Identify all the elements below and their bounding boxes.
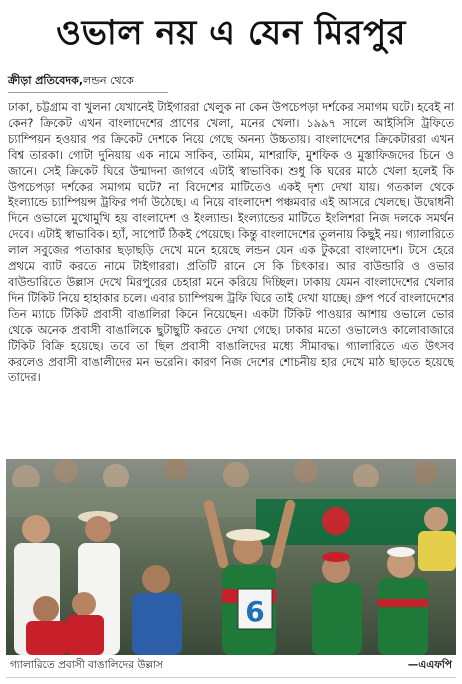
byline-location: লন্ডন থেকে	[83, 73, 134, 87]
byline	[8, 71, 134, 91]
byline-divider	[8, 92, 168, 93]
headline: ওভাল নয় এ যেন মিরপুর	[56, 12, 406, 53]
photo-credit: —এএফপি	[407, 659, 452, 671]
article-body: ঢাকা, চট্টগ্রাম বা খুলনা যেখানেই টাইগাররা খেলুক না কেন উপচেপড়া দর্শকের সমাগম ঘটে। হবেই না কেন? ক্রিকেট এখন বাংলাদেশের প্রাণের খেলা, মনের খেলা। ১৯৯৭ সালে আইসিসি ট্রফিতে চ্যাম্পিয়ন হওয়ার পর ক্রিকেট দেশকে নিয়ে গেছে অনন্য উচ্চতায়। বাংলাদেশের ক্রিকেটাররা এখন বিশ্ব তারকা। গোটা দুনিয়ায় এক নামে সাকিব, তামিম, মাশরাফি, মুশফিক ও মুস্তাফিজদের চিনে ও জানে। সেই ক্রিকেট ঘিরে উন্মাদনা জাগবে এটাই স্বাভাবিক। শুধু কি ঘরের মাঠে খেলা হলেই কি উপচেপড়া দর্শকের সমাগম ঘটে? না বিদেশের মাটিতেও একই দৃশ্য দেখা যায়। গতকাল থেকে ইংল্যান্ডে চ্যাম্পিয়ন্স ট্রফির পর্দা উঠেছে। এ নিয়ে বাংলাদেশ পঞ্চমবার এই আসরে খেলছে। উদ্বোধনী দিনে ওভালে মুখোমুখি হয় বাংলাদেশ ও ইংল্যান্ড। ইংল্যান্ডের মাটিতে ইংলিশরা নিজ দলকে সমর্থন দেবে। এটাই স্বাভাবিক। হ্যাঁ, সাপোর্ট ঠিকই পেয়েছে। কিন্তু বাংলাদেশের তুলনায় কিছুই নয়। গ্যালারিতে লাল সবুজের পতাকার ছড়াছড়ি দেখে মনে হয়েছে লন্ডন যেন এক টুকরো বাংলাদেশ। টসে হেরে প্রথমে ব্যাট করতে নামে টাইগাররা। প্রতিটি রানে সে কি চিৎকার। আর বাউন্ডারি ও ওভার বাউন্ডারিতে উল্লাস দেখে মিরপুরের চেহারা মনে করিয়ে দিচ্ছিল। ঢাকায় যেমন বাংলাদেশের খেলার দিন টিকিট নিয়ে হাহাকার চলে। এবার চ্যাম্পিয়ন্স ট্রফি ঘিরে তাই দেখা যাচ্ছে। গ্রুপ পর্বে বাংলাদেশের তিন ম্যাচে টিকিট প্রবাসী বাঙালিরা কিনে নিয়েছেন। একটা টিকিট পাওয়ার আশায় ওভালে ভোর থেকে অনেক প্রবাসী বাঙালিকে ছুটাছুটি করতে দেখা গেছে। ঢাকার মতো ওভালেও কালোবাজারে টিকিট বিক্রি হয়েছে। তবে তা ছিল প্রবাসী বাঙালিদের মধ্যে সীমাবদ্ধ। গ্যালারিতে এত উৎসব করলেও প্রবাসী বাঙালীদের মন ভরেনি। কারণ নিজ দেশের শোচনীয় হার দেখে মাঠ ছাড়তে হয়েছে তাদের।	[8, 100, 454, 385]
byline-author: ক্রীড়া প্রতিবেদক,	[8, 73, 84, 87]
crowd-photo	[6, 459, 456, 655]
photo-caption: গ্যালারিতে প্রবাসী বাঙালিদের উল্লাস	[10, 659, 163, 671]
placard-number: 6	[245, 595, 265, 628]
photo-caption-bar	[6, 656, 456, 678]
crowd-illustration	[6, 459, 456, 655]
